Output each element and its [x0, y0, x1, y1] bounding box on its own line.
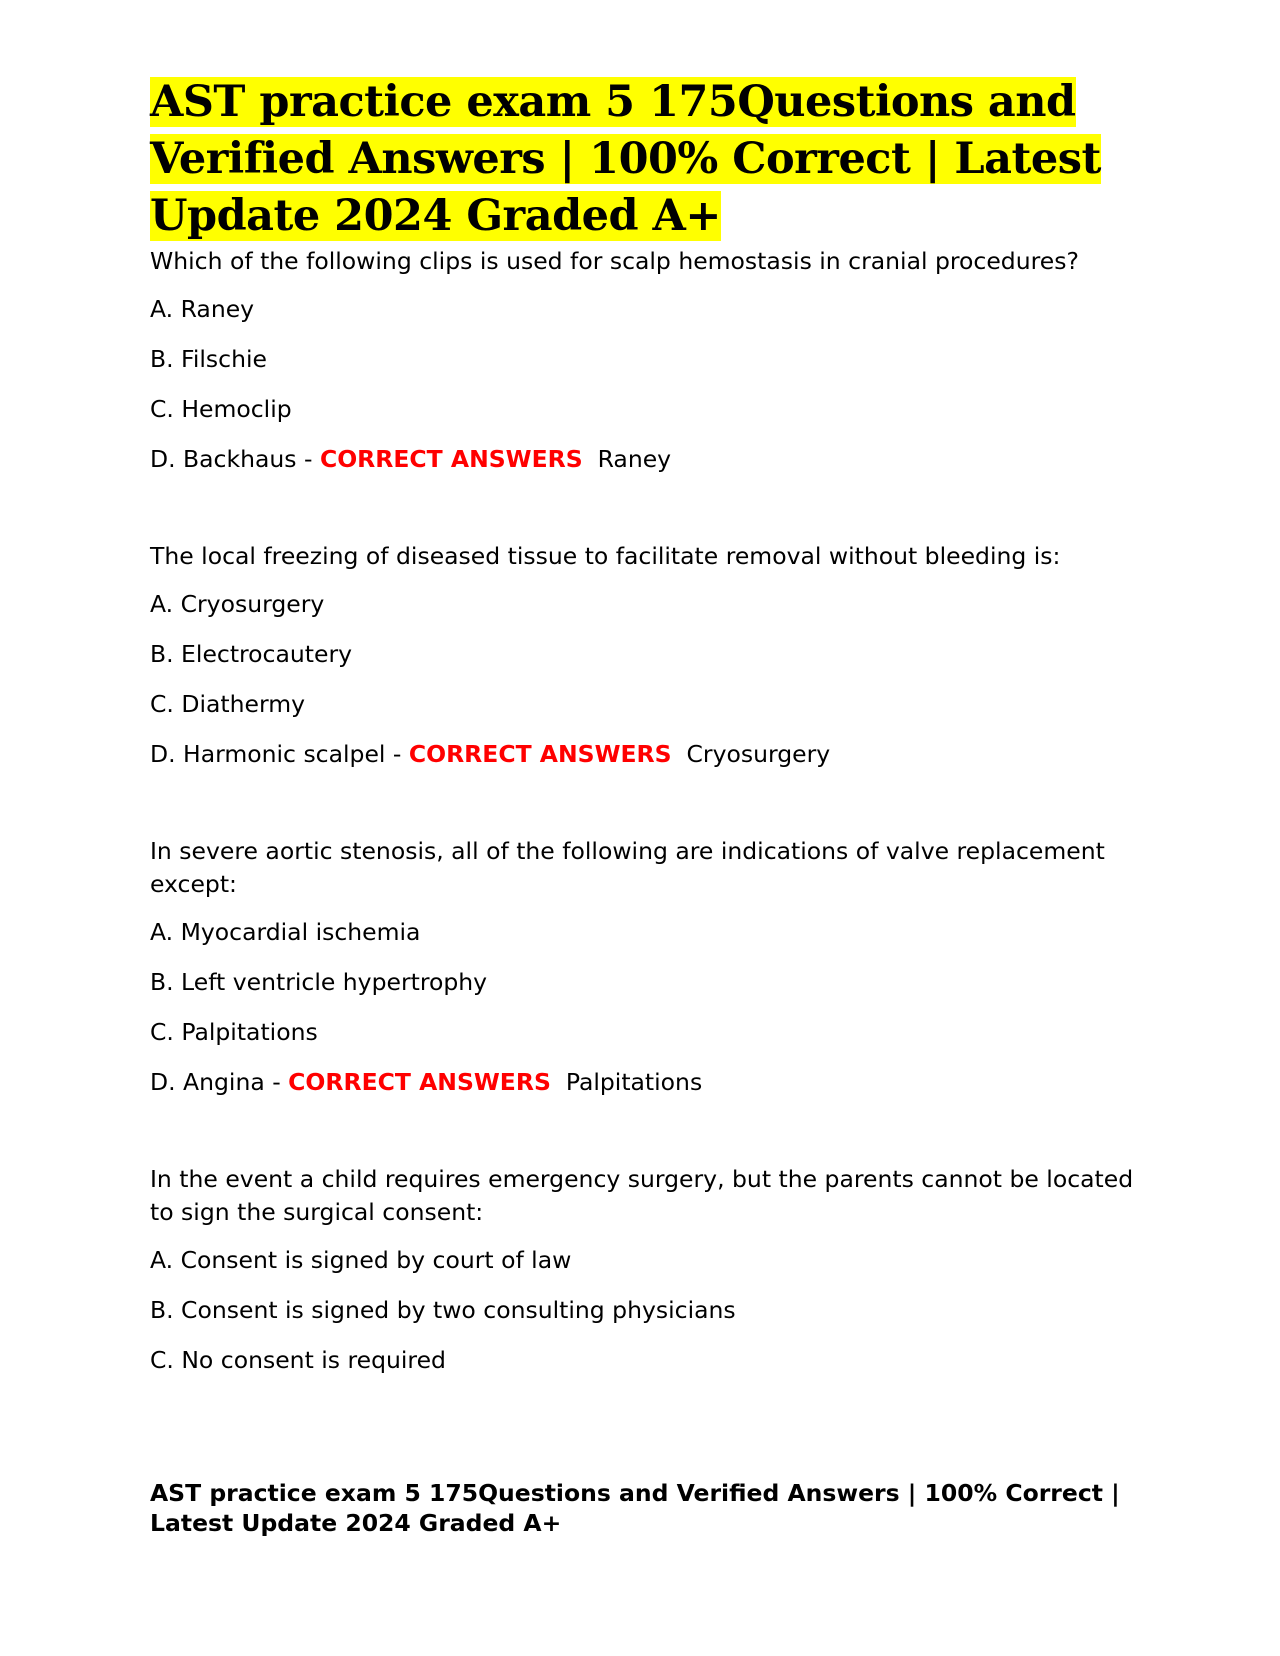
question-text: In severe aortic stenosis, all of the following are indications of valve replacement except:	[150, 837, 1105, 898]
page-footer: AST practice exam 5 175Questions and Verified Answers | 100% Correct | Latest Update 2024 Graded A+	[150, 1479, 1120, 1537]
question-text: The local freezing of diseased tissue to facilitate removal without bleeding is:	[150, 542, 1061, 570]
question-text: Which of the following clips is used for scalp hemostasis in cranial procedures?	[150, 247, 1079, 275]
answer-value: Raney	[597, 445, 672, 473]
document-page	[150, 74, 1150, 1377]
option-d: D. Backhaus -	[150, 445, 320, 473]
option-c: C. No consent is required	[150, 1346, 446, 1374]
option-c: C. Hemoclip	[150, 395, 292, 423]
option-b: B. Consent is signed by two consulting physicians	[150, 1296, 736, 1324]
question-block	[150, 835, 1150, 1099]
option-c: C. Palpitations	[150, 1018, 318, 1046]
option-b: B. Electrocautery	[150, 640, 353, 668]
option-b: B. Filschie	[150, 345, 267, 373]
option-d: D. Harmonic scalpel -	[150, 740, 409, 768]
option-b: B. Left ventricle hypertrophy	[150, 968, 488, 996]
option-a: A. Cryosurgery	[150, 590, 325, 618]
answer-value: Cryosurgery	[686, 740, 831, 768]
option-a: A. Myocardial ischemia	[150, 918, 421, 946]
option-d-with-answer	[150, 443, 1150, 476]
title-highlight: AST practice exam 5 175Questions and Verified Answers | 100% Correct | Latest Update 2024 Graded A+	[150, 77, 1101, 241]
option-c: C. Diathermy	[150, 690, 305, 718]
document-title	[150, 74, 1150, 245]
option-d-with-answer	[150, 738, 1150, 771]
option-a: A. Raney	[150, 295, 255, 323]
question-text: In the event a child requires emergency surgery, but the parents cannot be located to sign the surgical consent:	[150, 1165, 1134, 1226]
question-block	[150, 540, 1150, 771]
correct-answers-label: CORRECT ANSWERS	[319, 445, 583, 473]
option-d-with-answer	[150, 1066, 1150, 1099]
correct-answers-label: CORRECT ANSWERS	[408, 740, 672, 768]
question-block	[150, 1163, 1150, 1377]
question-block	[150, 245, 1150, 476]
answer-value: Palpitations	[565, 1068, 703, 1096]
correct-answers-label: CORRECT ANSWERS	[288, 1068, 551, 1096]
option-d: D. Angina -	[150, 1068, 289, 1096]
option-a: A. Consent is signed by court of law	[150, 1246, 572, 1274]
